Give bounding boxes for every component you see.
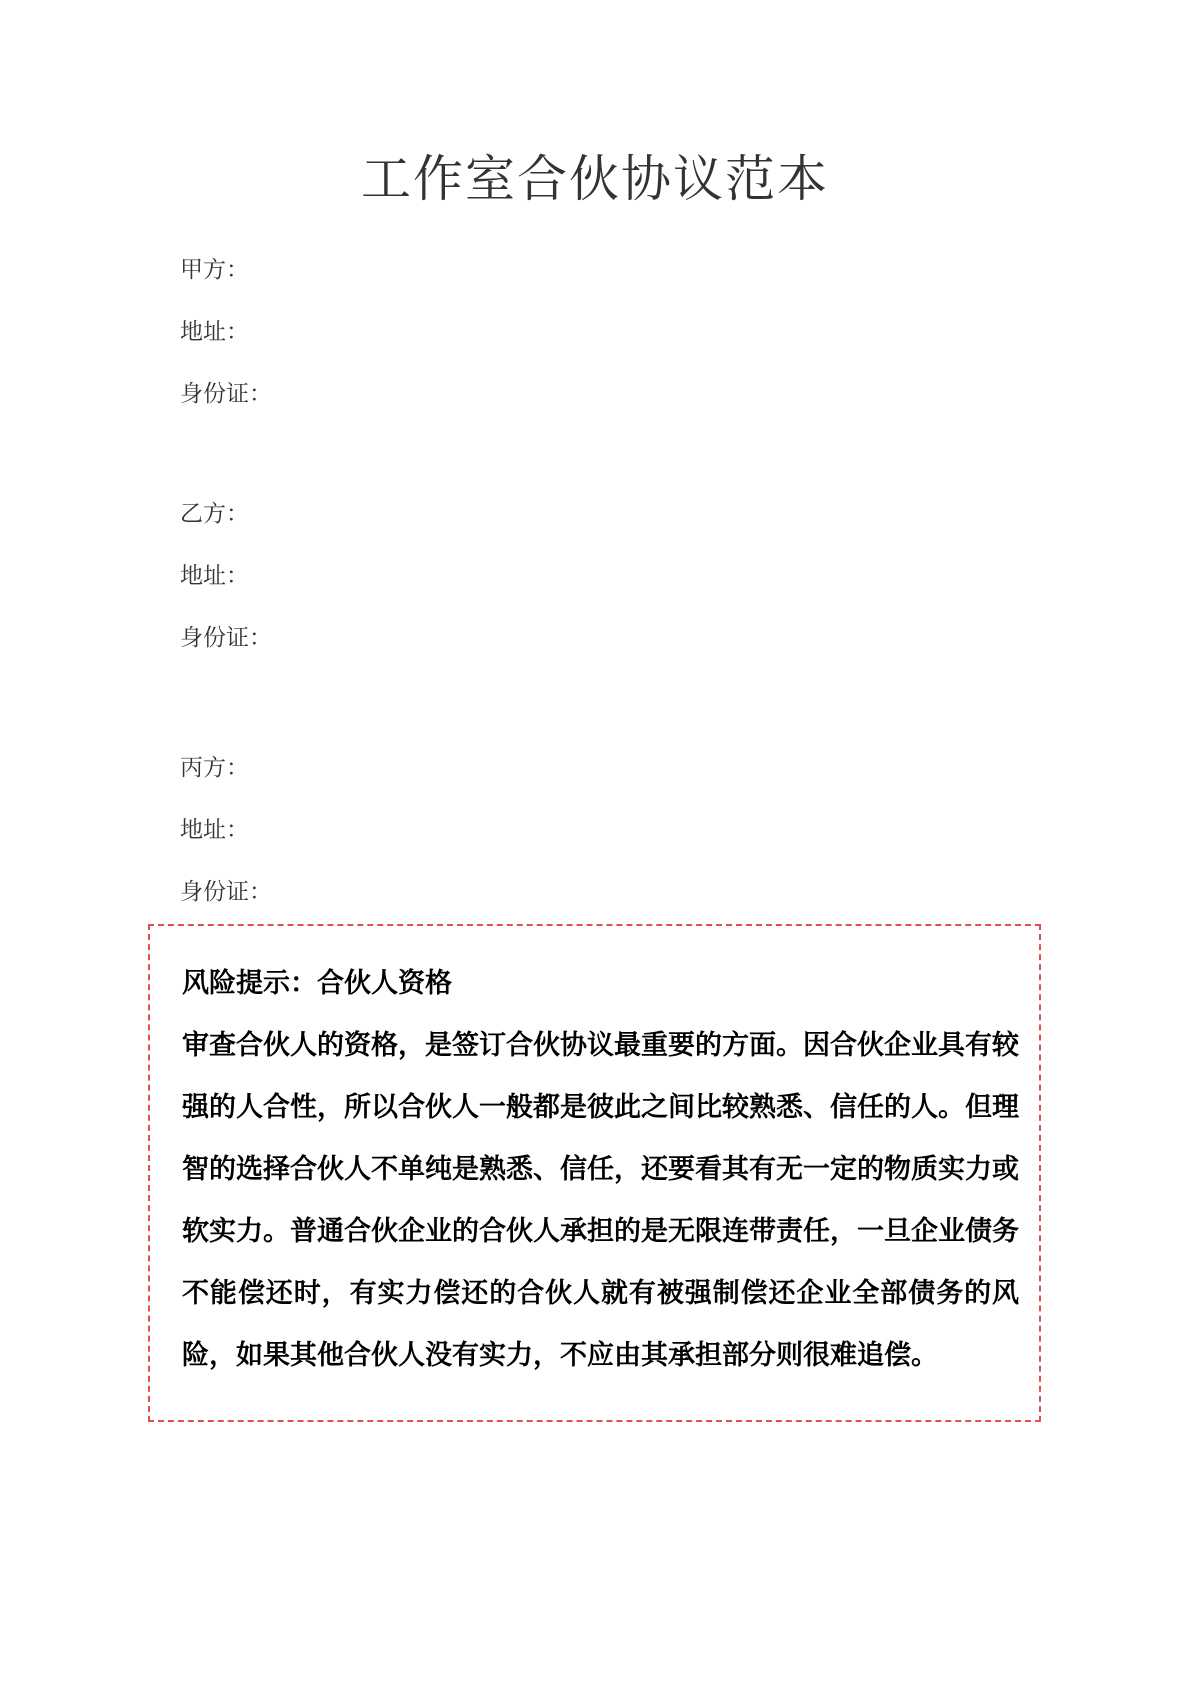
- party-b-id-label: 身份证：: [180, 624, 272, 650]
- party-c-id-label: 身份证：: [180, 878, 272, 904]
- party-a-address-label: 地址：: [180, 318, 249, 344]
- party-c-name-label: 丙方：: [180, 754, 249, 780]
- risk-box-heading: 风险提示：合伙人资格: [182, 968, 452, 998]
- document-title: 工作室合伙协议范本: [361, 151, 829, 207]
- parties-section: [180, 238, 1190, 922]
- party-a-id-label: 身份证：: [180, 380, 272, 406]
- risk-box: [148, 924, 1041, 1422]
- party-c-address-label: 地址：: [180, 816, 249, 842]
- party-block-c: [180, 736, 1190, 922]
- party-block-a: [180, 238, 1190, 424]
- party-block-b: [180, 482, 1190, 668]
- party-a-name-label: 甲方：: [180, 256, 249, 282]
- party-b-name-label: 乙方：: [180, 500, 249, 526]
- risk-box-body: 审查合伙人的资格，是签订合伙协议最重要的方面。因合伙企业具有较强的人合性，所以合伙人一般都是彼此之间比较熟悉、信任的人。但理智的选择合伙人不单纯是熟悉、信任，还要看其有无一定的物质实力或软实力。普通合伙企业的合伙人承担的是无限连带责任，一旦企业债务不能偿还时，有实力偿还的合伙人就有被强制偿还企业全部债务的风险，如果其他合伙人没有实力，不应由其承担部分则很难追偿。: [182, 1030, 1019, 1370]
- party-b-address-label: 地址：: [180, 562, 249, 588]
